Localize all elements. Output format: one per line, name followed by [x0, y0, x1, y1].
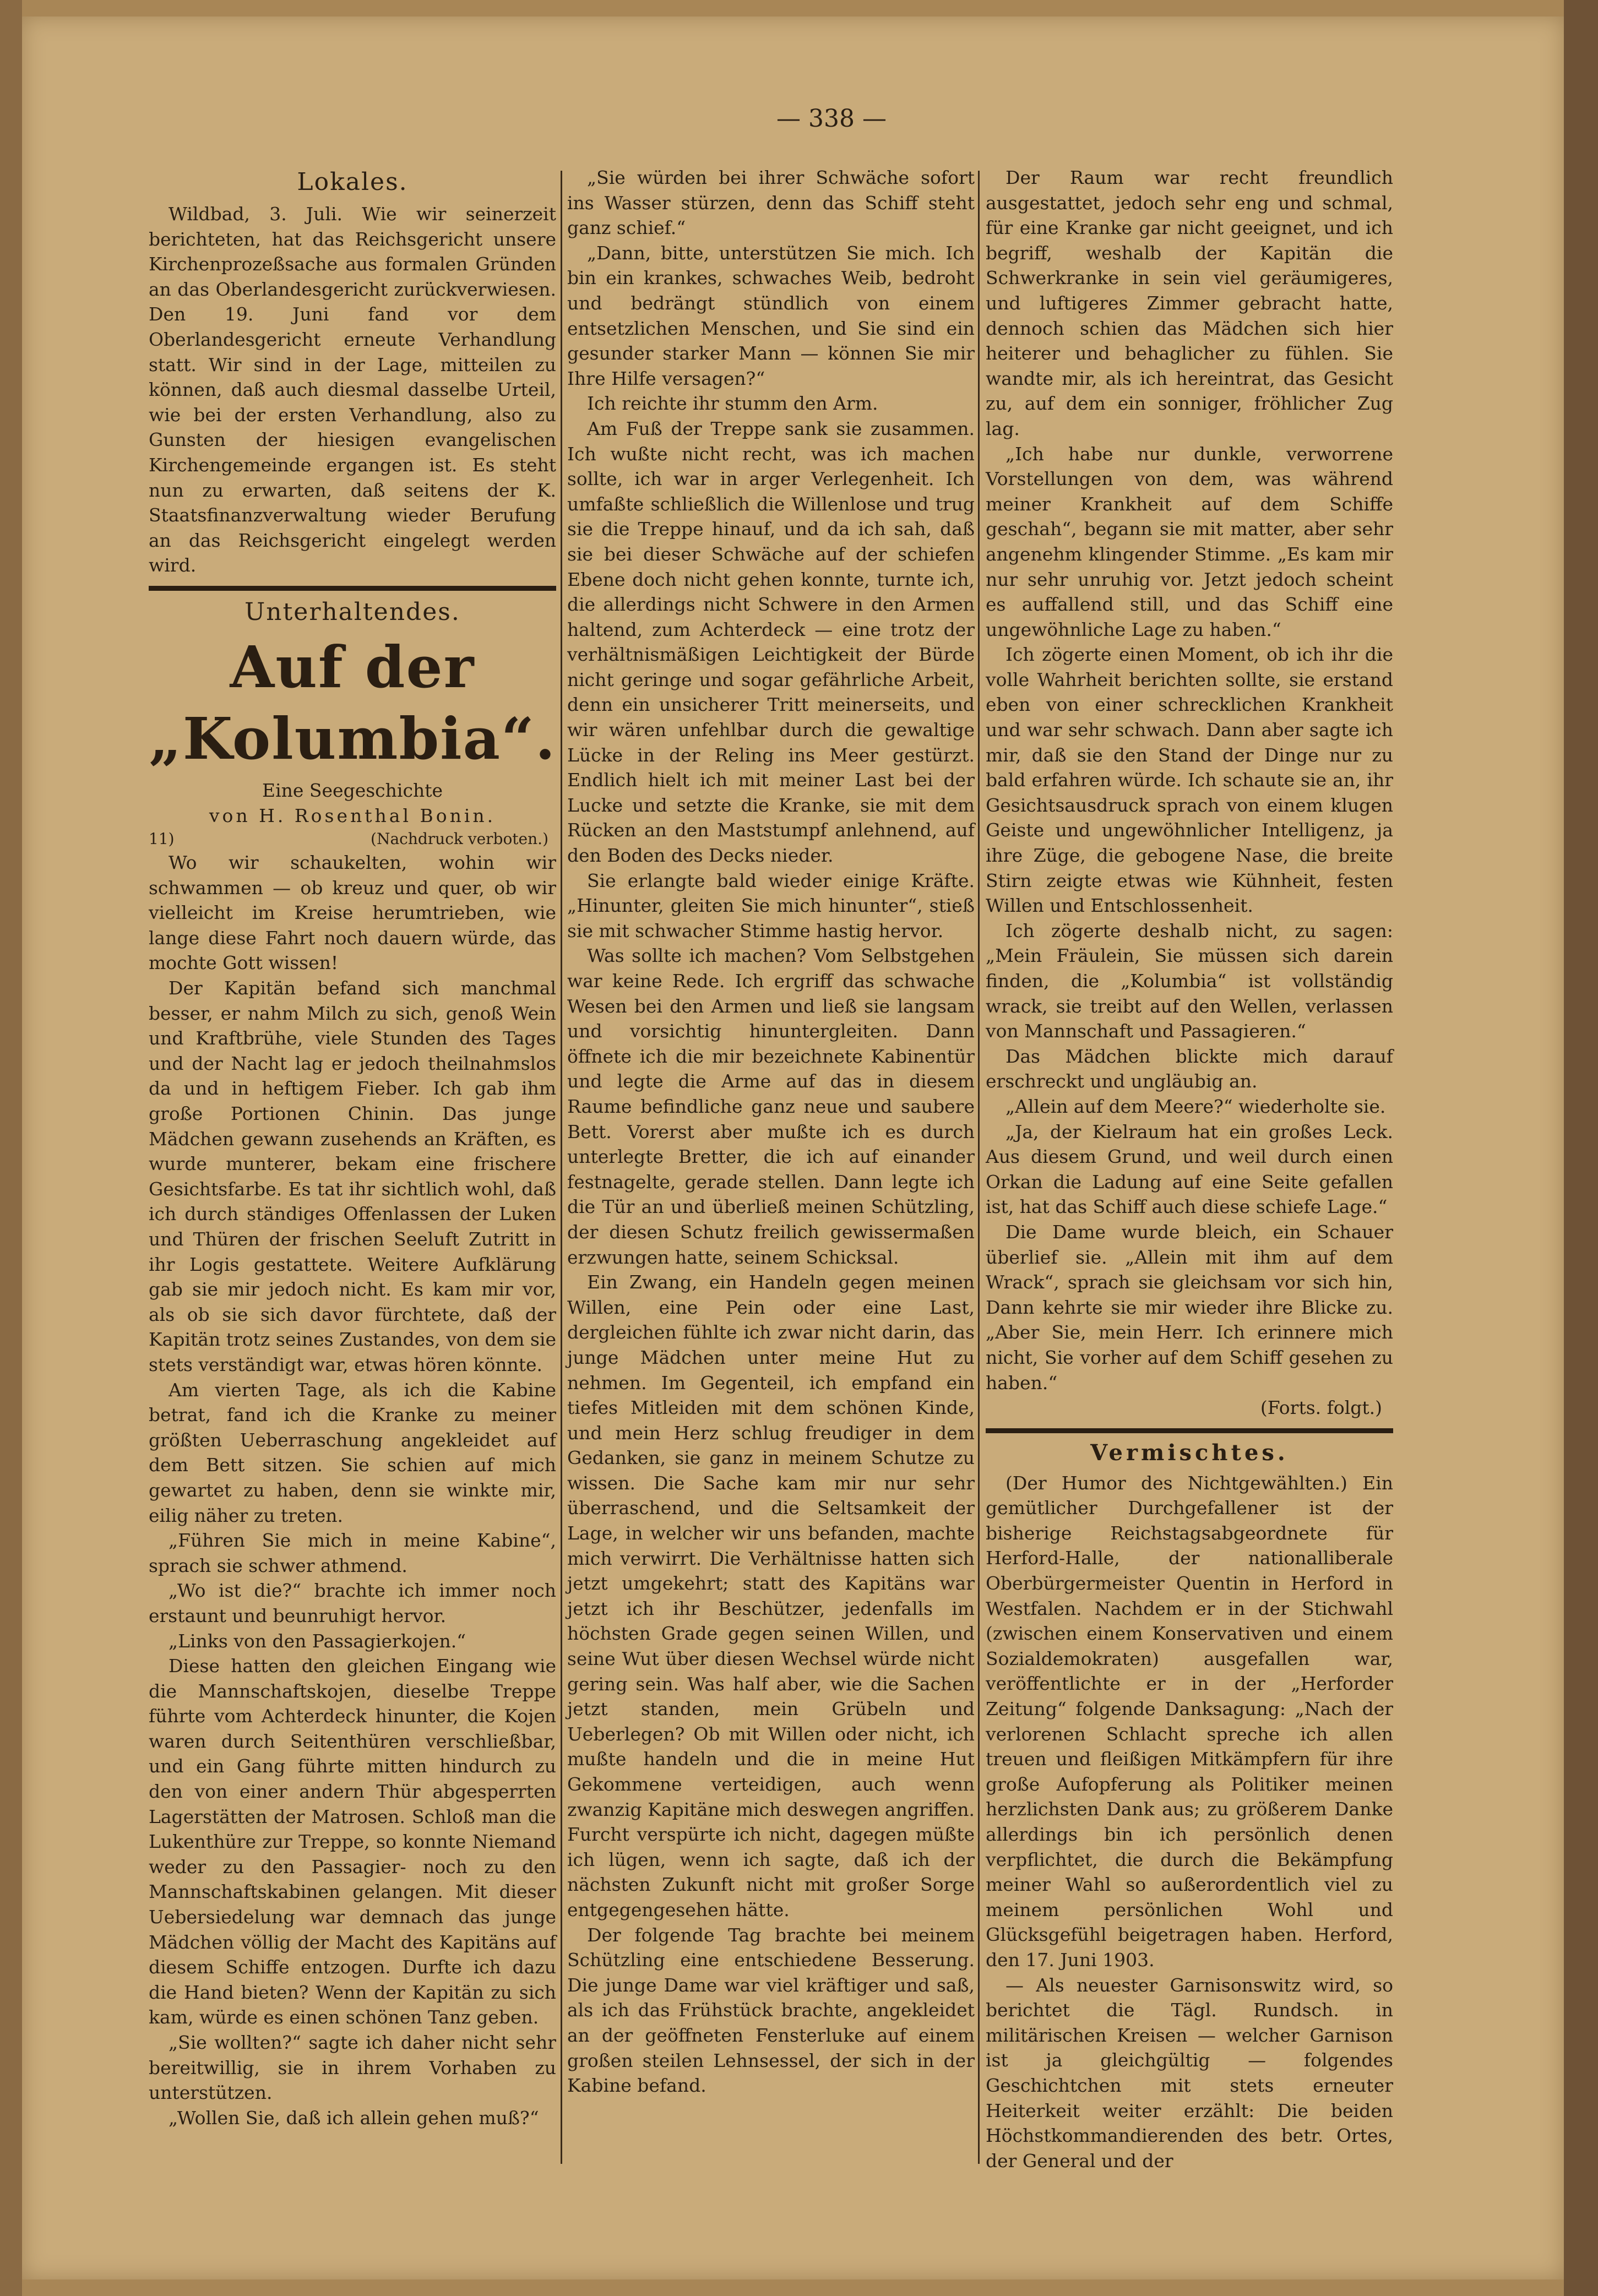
story-paragraph: Der Kapitän befand sich manchmal besser, er nahm Milch zu sich, genoß Wein und Kraftbrühe, viele Stunden des Tages und der Nacht lag er jedoch theilnahmslos da und in heftigem Fieber. Ich gab ihm große Portionen Chinin. Das junge Mädchen gewann zusehends an Kräften, es wurde munterer, bekam eine frischere Gesichtsfarbe. Es tat ihr sichtlich wohl, daß ich durch ständiges Offenlassen der Luken und Thüren der frischen Seeluft Zutritt in ihr Logis gestattete. Weitere Aufklärung gab sie mir jedoch nicht. Es kam mir vor, als ob sie sich davor fürchtete, daß der Kapitän trotz seines Zustandes, von dem sie stets verständigt war, etwas hören könnte. [149, 977, 556, 1375]
story-paragraph: „Allein auf dem Meere?“ wiederholte sie. [1005, 1095, 1386, 1117]
story-paragraph: Ich reichte ihr stumm den Arm. [587, 393, 878, 415]
section-heading-unterhaltendes: Unterhaltendes. [244, 597, 460, 626]
story-paragraph: „Links von den Passagierkojen.“ [169, 1630, 466, 1652]
story-paragraph: Am vierten Tage, als ich die Kabine betrat, fand ich die Kranke zu meiner größten Ueberraschung angekleidet auf dem Bett sitzen. Sie schien auf mich gewartet zu haben, denn sie winkte mir, eilig näher zu treten. [149, 1379, 556, 1526]
column-2 [567, 165, 975, 2098]
section-divider [149, 586, 556, 591]
continued-note: (Forts. folgt.) [1260, 1397, 1382, 1419]
news-paragraph: (Der Humor des Nichtgewählten.) Ein gemütlicher Durchgefallener ist der bisherige Reichstagsabgeordnete für Herford-Halle, der nationalliberale Oberbürgermeister Quentin in Herford in Westfalen. Nachdem er in der Stichwahl (zwischen einem Konservativen und einem Sozialdemokraten) ausgefallen war, veröffentlichte er in der „Herforder Zeitung“ folgende Danksagung: „Nach der verlorenen Schlacht spreche ich allen treuen und fleißigen Mitkämpfern für ihre große Aufopferung als Politiker meinen herzlichsten Dank aus; zu größerem Danke allerdings bin ich persönlich denen verpflichtet, die durch die Bekämpfung meiner Wahl so außerordentlich viel zu meinem persönlichen Wohl und Glücksgefühl beigetragen haben. Herford, den 17. Juni 1903. [986, 1472, 1393, 1971]
story-paragraph: „Führen Sie mich in meine Kabine“, sprach sie schwer athmend. [149, 1530, 556, 1576]
story-paragraph: Sie erlangte bald wieder einige Kräfte. „Hinunter, gleiten Sie mich hinunter“, stieß sie mit schwacher Stimme hastig hervor. [567, 869, 975, 942]
column-1 [149, 165, 556, 2130]
story-paragraph: „Dann, bitte, unterstützen Sie mich. Ich bin ein krankes, schwaches Weib, bedroht und bedrängt stündlich von einem entsetzlichen Menschen, und Sie sind ein gesunder starker Mann — können Sie mir Ihre Hilfe versagen?“ [567, 242, 975, 389]
page-number: — 338 — [776, 105, 887, 133]
column-3 [986, 165, 1393, 2173]
story-paragraph: Ein Zwang, ein Handeln gegen meinen Willen, eine Pein oder eine Last, dergleichen fühlte ich zwar nicht darin, das junge Mädchen unter meine Hut zu nehmen. Im Gegenteil, ich empfand ein tiefes Mitleiden mit dem schönen Kinde, und mein Herz schlug freudiger in dem Gedanken, sie ganz in meinem Schutze zu wissen. Die Sache kam mir nur sehr überraschend, und die Seltsamkeit der Lage, in welcher wir uns befanden, machte mich verwirrt. Die Verhältnisse hatten sich jetzt umgekehrt; statt des Kapitäns war jetzt ich ihr Beschützer, jedenfalls im höchsten Grade gegen seinen Willen, und seine Wut über diesen Wechsel würde nicht gering sein. Was half aber, wie die Sachen jetzt standen, mein Grübeln und Ueberlegen? Ob mit Willen oder nicht, ich mußte handeln und die in meine Hut Gekommene verteidigen, auch wenn zwanzig Kapitäne mich deswegen angriffen. Furcht verspürte ich nicht, dagegen müßte ich lügen, wenn ich sagte, daß ich der nächsten Zukunft nicht mit großer Sorge entgegengesehen hätte. [567, 1271, 975, 1920]
story-paragraph: „Wollen Sie, daß ich allein gehen muß?“ [169, 2107, 539, 2129]
story-paragraph: Wo wir schaukelten, wohin wir schwammen — ob kreuz und quer, ob wir vielleicht im Kreise herumtrieben, wie lange diese Fahrt noch dauern würde, das mochte Gott wissen! [149, 852, 556, 974]
story-paragraph: Das Mädchen blickte mich darauf erschreckt und ungläubig an. [986, 1045, 1393, 1092]
column-rule [978, 171, 980, 2164]
column-rule [561, 171, 562, 2164]
story-subtitle: Eine Seegeschichte [262, 779, 443, 801]
lokales-article: Wildbad, 3. Juli. Wie wir seinerzeit berichteten, hat das Reichsgericht unsere Kirchenprozeßsache aus formalen Gründen an das Oberlandesgericht zurückverwiesen. Den 19. Juni fand vor dem Oberlandesgericht erneute Verhandlung statt. Wir sind in der Lage, mitteilen zu können, daß auch diesmal dasselbe Urteil, wie bei der ersten Verhandlung, also zu Gunsten der hiesigen evangelischen Kirchengemeinde ergangen ist. Es steht nun zu erwarten, daß seitens der K. Staatsfinanzverwaltung wieder Berufung an das Reichsgericht eingelegt werden wird. [149, 203, 556, 576]
installment-number: 11) [149, 830, 175, 848]
story-paragraph: „Ja, der Kielraum hat ein großes Leck. Aus diesem Grund, und weil durch einen Orkan die Ladung auf eine Seite gefallen ist, hat das Schiff auch diese schiefe Lage.“ [986, 1120, 1393, 1218]
story-paragraph: Ich zögerte einen Moment, ob ich ihr die volle Wahrheit berichten sollte, sie erstand eben von einer schrecklichen Krankheit und war sehr schwach. Dann aber sagte ich mir, daß sie den Stand der Dinge nur zu bald erfahren würde. Ich schaute sie an, ihr Gesichtsausdruck sprach von einem klugen Geiste und ungewöhnlicher Intelligenz, ja ihre Züge, die gebogene Nase, die breite Stirn zeigte etwas wie Kühnheit, festen Willen und Entschlossenheit. [986, 644, 1393, 917]
section-heading-vermischtes: Vermischtes. [1090, 1439, 1289, 1466]
news-paragraph: — Als neuester Garnisonswitz wird, so berichtet die Tägl. Rundsch. in militärischen Kreisen — welcher Garnison ist ja gleichgültig — folgendes Geschichtchen mit stets erneuter Heiterkeit weiter erzählt: Die beiden Höchstkommandierenden des betr. Ortes, der General und der [986, 1974, 1393, 2172]
story-meta [149, 828, 556, 850]
book-binding [0, 0, 22, 2296]
story-paragraph: Der Raum war recht freundlich ausgestattet, jedoch sehr eng und schmal, für eine Kranke gar nicht geeignet, und ich begriff, weshalb der Kapitän die Schwerkranke in sein viel geräumigeres, und luftigeres Zimmer gebracht hatte, dennoch schien das Mädchen sich hier heiterer und behaglicher zu fühlen. Sie wandte mir, als ich hereintrat, das Gesicht zu, auf dem ein sonniger, fröhlicher Zug lag. [986, 167, 1393, 439]
section-heading-lokales: Lokales. [297, 168, 408, 196]
story-paragraph: „Sie würden bei ihrer Schwäche sofort ins Wasser stürzen, denn das Schiff steht ganz schief.“ [567, 167, 975, 239]
story-paragraph: Diese hatten den gleichen Eingang wie die Mannschaftskojen, dieselbe Treppe führte vom Achterdeck hinunter, die Kojen waren durch Seitenthüren verschließbar, und ein Gang führte mitten hindurch zu den von einer andern Thür abgesperrten Lagerstätten der Matrosen. Schloß man die Lukenthüre zur Treppe, so konnte Niemand weder zu den Passagier- noch zu den Mannschaftskabinen gelangen. Mit dieser Uebersiedelung war demnach das junge Mädchen völlig der Macht des Kapitäns auf diesem Schiffe entzogen. Durfte ich dazu die Hand bieten? Wenn der Kapitän zu sich kam, würde es einen schönen Tanz geben. [149, 1655, 556, 2028]
section-divider [986, 1428, 1393, 1433]
story-paragraph: „Ich habe nur dunkle, verworrene Vorstellungen von dem, was während meiner Krankheit auf dem Schiffe geschah“, begann sie mit matter, aber sehr angenehm klingender Stimme. „Es kam mir nur sehr unruhig vor. Jetzt jedoch scheint es auffallend still, und das Schiff eine ungewöhnliche Lage zu haben.“ [986, 443, 1393, 640]
story-paragraph: Am Fuß der Treppe sank sie zusammen. Ich wußte nicht recht, was ich machen sollte, ich war in arger Verlegenheit. Ich umfaßte schließlich die Willenlose und trug sie die Treppe hinauf, und da ich sah, daß sie bei dieser Schwäche auf der schiefen Ebene doch nicht gehen konnte, turnte ich, die allerdings nicht Schwere in den Armen haltend, zum Achterdeck — eine trotz der verhältnismäßigen Leichtigkeit der Bürde nicht geringe und sogar gefährliche Arbeit, denn ein unsicherer Tritt meinerseits, und wir wären unfehlbar durch die gewaltige Lücke in der Reling ins Meer gestürzt. Endlich hielt ich mit meiner Last bei der Lucke und setzte die Kranke, sie mit dem Rücken an den Maststumpf anlehnend, auf den Boden des Decks nieder. [567, 417, 975, 867]
story-title: Auf der „Kolumbia“. [149, 633, 557, 772]
story-paragraph: „Wo ist die?“ brachte ich immer noch erstaunt und beunruhigt hervor. [149, 1580, 556, 1626]
story-byline: von H. Rosenthal Bonin. [209, 804, 496, 826]
reprint-note: (Nachdruck verboten.) [371, 830, 548, 848]
story-paragraph: Der folgende Tag brachte bei meinem Schützling eine entschiedene Besserung. Die junge Dame war viel kräftiger und saß, als ich das Frühstück brachte, angekleidet an der geöffneten Fensterluke auf einem großen steilen Lehnsessel, der sich in der Kabine befand. [567, 1924, 975, 2097]
book-edge [1564, 0, 1598, 2296]
story-paragraph: Was sollte ich machen? Vom Selbstgehen war keine Rede. Ich ergriff das schwache Wesen bei den Armen und ließ sie langsam und vorsichtig hinuntergleiten. Dann öffnete ich die mir bezeichnete Kabinentür und legte die Arme auf das in diesem Raume befindliche ganz neue und saubere Bett. Vorerst aber mußte ich es durch unterlegte Bretter, die ich auf einander festnagelte, gerade stellen. Dann legte ich die Tür an und überließ meinen Schützling, der diesen Schutz freilich gewissermaßen erzwungen hatte, seinem Schicksal. [567, 945, 975, 1268]
story-paragraph: Ich zögerte deshalb nicht, zu sagen: „Mein Fräulein, Sie müssen sich darein finden, die „Kolumbia“ ist vollständig wrack, sie treibt auf den Wellen, verlassen von Mannschaft und Passagieren.“ [986, 920, 1393, 1042]
story-paragraph: Die Dame wurde bleich, ein Schauer überlief sie. „Allein mit ihm auf dem Wrack“, sprach sie gleichsam vor sich hin, Dann kehrte sie mir wieder ihre Blicke zu. „Aber Sie, mein Herr. Ich erinnere mich nicht, Sie vorher auf dem Schiff gesehen zu haben.“ [986, 1221, 1393, 1394]
story-paragraph: „Sie wollten?“ sagte ich daher nicht sehr bereitwillig, sie in ihrem Vorhaben zu unterstützen. [149, 2032, 556, 2104]
